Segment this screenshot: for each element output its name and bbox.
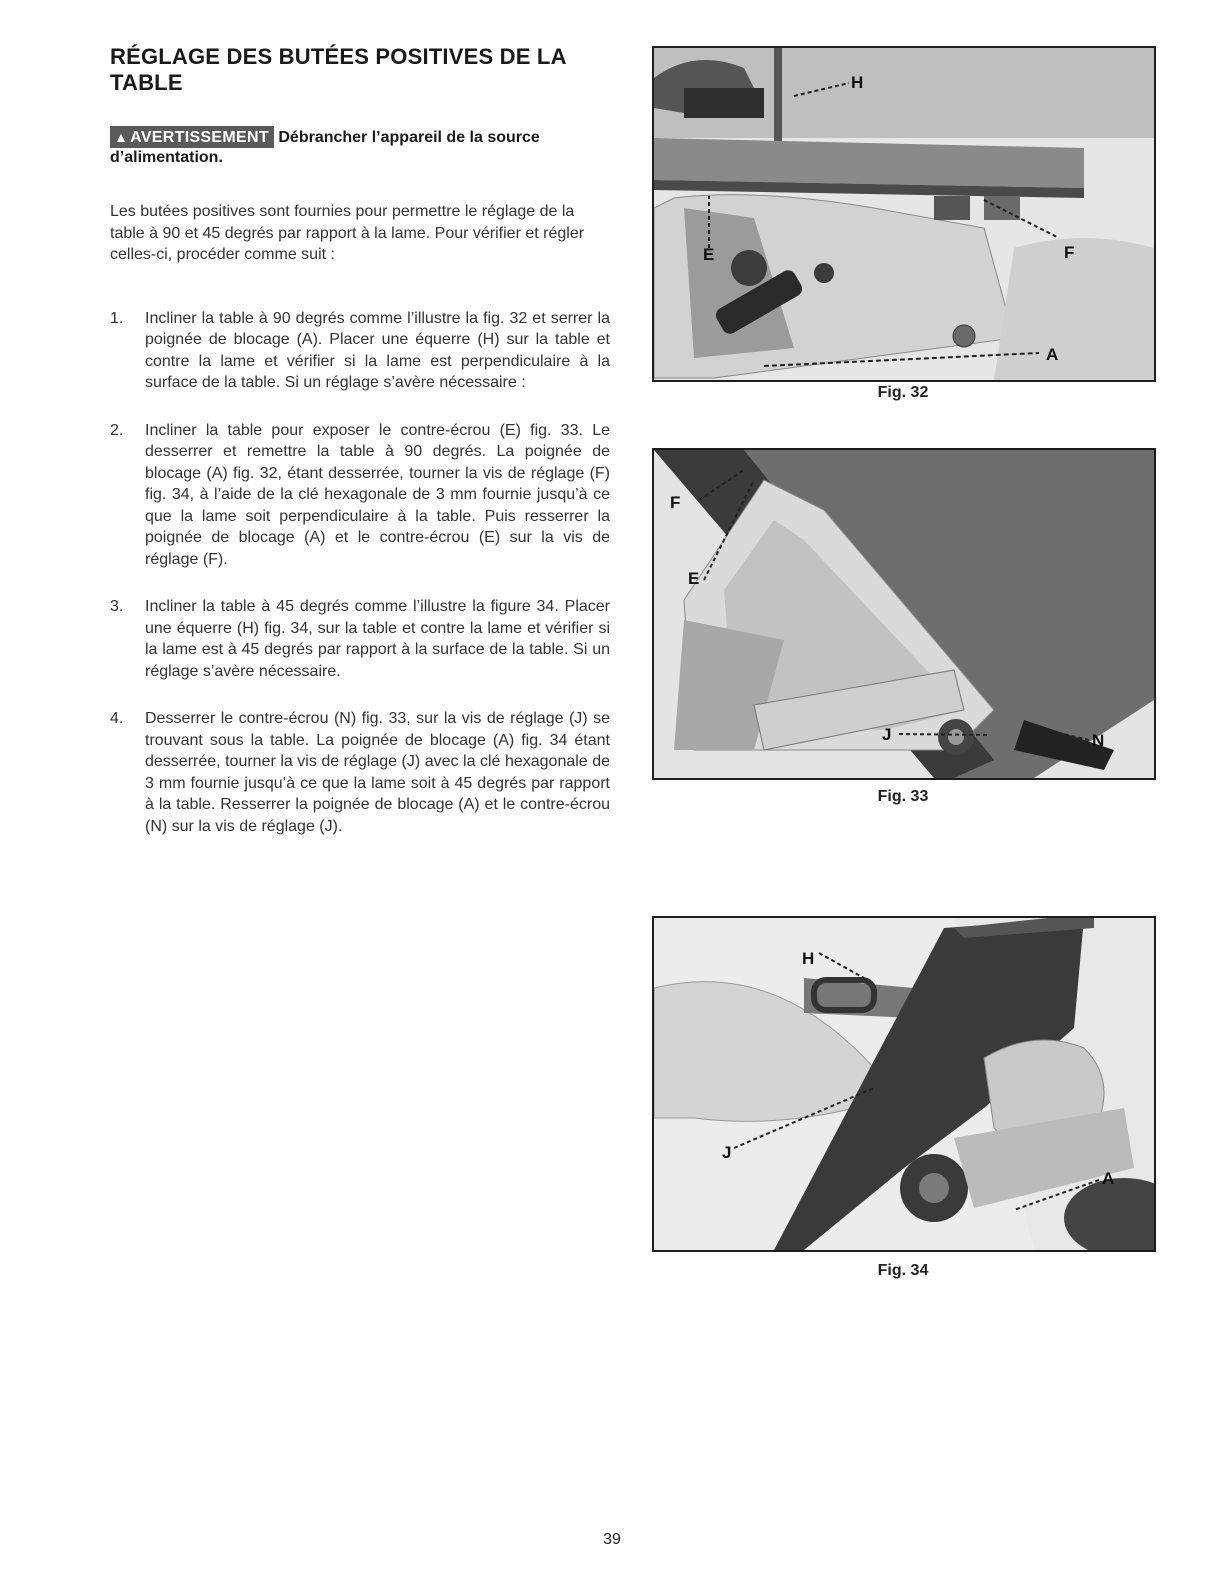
list-item [110,308,610,394]
step-number: 4. [110,710,124,727]
figure-33-illustration [654,450,1154,778]
fig34-label-a: A [1102,1169,1115,1188]
figure-33-caption: Fig. 33 [877,788,929,805]
step-text: Incliner la table à 45 degrés comme l’illustre la figure 34. Placer une équerre (H) fig. 34, sur la table et contre la lame et vérifier si la lame est à 45 degrés par rapport à la surface de la table. Si un réglage s’avère nécessaire. [145,598,610,680]
step-text: Incliner la table pour exposer le contre-écrou (E) fig. 33. Le desserrer et remettre la table à 90 degrés. La poignée de blocage (A) fig. 32, étant desserrée, tourner la vis de réglage (F) fig. 34, à l’aide de la clé hexagonale de 3 mm fournie jusqu’à ce que la lame soit perpendiculaire à la table. Puis resserrer la poignée de blocage (A) et le contre-écrou (E) sur la vis de réglage (F). [145,421,610,568]
fig33-label-n: N [1092,731,1105,750]
warning-notice [110,126,610,168]
text-column [110,44,610,837]
fig34-label-j: J [722,1143,732,1162]
fig33-label-f: F [670,493,681,512]
fig32-label-h: H [851,73,864,92]
figure-32-photo [652,46,1156,382]
warning-text: Débrancher l’appareil de la source d’alimentation. [110,129,540,166]
page-number: 39 [603,1531,621,1548]
page-title: RÉGLAGE DES BUTÉES POSITIVES DE LA TABLE [110,44,566,95]
figure-33-photo [652,448,1156,780]
warning-triangle-icon: ▲ [114,129,129,145]
figure-34-caption: Fig. 34 [877,1262,929,1279]
figure-34-illustration [654,918,1154,1250]
warning-badge [110,126,274,148]
fig33-label-j: J [882,725,892,744]
step-text: Incliner la table à 90 degrés comme l’illustre la fig. 32 et serrer la poignée de blocage (A). Placer une équerre (H) sur la table et contre la lame et vérifier si la lame est perpendiculaire à la surface de la table. Si un réglage s’avère nécessaire : [145,309,610,391]
list-item [110,708,610,837]
step-number: 3. [110,598,124,615]
fig34-label-h: H [802,949,815,968]
list-item [110,596,610,682]
step-number: 2. [110,421,124,439]
warning-badge-label: AVERTISSEMENT [130,129,269,146]
figure-32-illustration [654,48,1154,380]
figure-32-caption: Fig. 32 [877,384,929,401]
figure-34-photo [652,916,1156,1252]
fig32-label-f: F [1064,243,1075,262]
intro-paragraph: Les butées positives sont fournies pour permettre le réglage de la table à 90 et 45 degrés par rapport à la lame. Pour vérifier et régler celles-ci, procéder comme suit : [110,203,585,263]
step-number: 1. [110,309,124,327]
list-item [110,420,610,571]
fig32-label-a: A [1046,345,1059,364]
fig33-label-e: E [688,569,700,588]
steps-list [110,308,610,838]
step-text: Desserrer le contre-écrou (N) fig. 33, sur la vis de réglage (J) se trouvant sous la table. La poignée de blocage (A) fig. 34 étant desserrée, tourner la vis de réglage (J) avec la clé hexagonale de 3 mm fournie jusqu’à ce que la lame soit à 45 degrés par rapport à la table. Resserrer la poignée de blocage (A) et le contre-écrou (N) sur la vis de réglage (J). [145,710,610,835]
fig32-label-e: E [703,245,715,264]
